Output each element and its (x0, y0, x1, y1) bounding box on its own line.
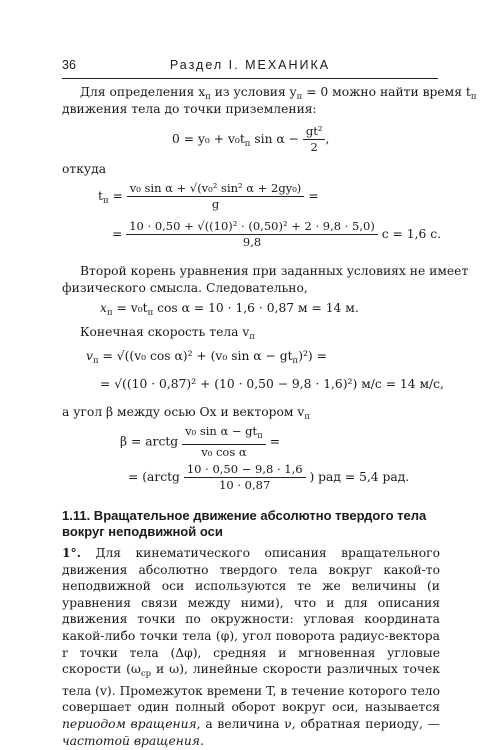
otkuda-word: откуда (62, 162, 107, 176)
section-heading: 1.11. Вращательное движение абсолютно твердого тела вокруг неподвижной оси (62, 508, 427, 539)
header-rule (62, 78, 438, 79)
running-title: Раздел I. МЕХАНИКА (169, 58, 331, 72)
text-final-speed: Конечная скорость тела $v_п$ (80, 325, 256, 342)
text-root-2: физического смысла. Следовательно, (62, 281, 308, 295)
page-number: 36 (62, 58, 76, 72)
term-period: периодом вращения (62, 716, 197, 731)
equation-tp: $t_п$ = $\frac{\text{v₀ sin α + √(v₀² sin² α + 2gy₀)}}{g}$ = (98, 181, 319, 211)
paragraph-marker: 1°. (62, 545, 81, 560)
equation-1: $0 = y_0 + v_0t_п$ sin α − $\frac{\text{gt²}}{2}$ , (172, 124, 330, 154)
text-root-1: Второй корень уравнения при заданных условиях не имеет (80, 264, 469, 278)
running-header (62, 58, 438, 76)
text-line-1: Для определения $x_п$ из условия $y_п = 0$ можно найти время $t_п$ (80, 85, 477, 102)
text-angle: а угол β между осью Ox и вектором $v_п$ (62, 405, 311, 422)
equation-beta: β = arctg $\frac{v_0 \sin \alpha - gt_п}{\text{v₀ cos α}}$ = (120, 424, 281, 459)
equation-vp: $v_п = √((v_0$ cos α)² + (v₀ $\sin \alpha - gt_п)^2$) = (86, 349, 327, 366)
text-line-2: движения тела до точки приземления: (62, 102, 317, 116)
term-frequency: частотой вращения (62, 733, 200, 748)
equation-tp-numeric: = $\frac{\text{10 · 0,50 + √((10)² · (0,50)² + 2 · 9,8 · 5,0)}}{9,8}$ с = 1,6 с. (112, 219, 442, 249)
equation-xp: $x_п = v_0t_п$ cos α = 10 · 1,6 · 0,87 м = 14 м. (100, 301, 359, 318)
equation-vp-numeric: = √((10 · 0,87)² + (10 · 0,50 − 9,8 · 1,6)²) м/с = 14 м/с, (100, 377, 444, 391)
equation-beta-numeric: = (arctg $\frac{10 \cdot 0,50 - 9,8 \cdot 1,6}{10 \cdot 0,87}$ ) рад = 5,4 рад. (128, 462, 410, 492)
paragraph-rotation: 1°. Для кинематического описания вращательного движения абсолютно твердого тела вокруг какой-то неподвижной оси используются те же величины (и уравнения связи между ними), что и для описания движения точки по окружности: угловая координата какой-либо точки тела (φ), угол поворота радиус-вектора r точки тела (Δφ), средняя и мгновенная угловые скорости ($\omega_{ср}$ и ω), линейные скорости различных точек тела (v). Промежуток времени T, в течение которого тело совершает один полный оборот вокруг оси, называется периодом вращения, а величина ν, обратная периоду, — частотой вращения. (62, 545, 440, 748)
